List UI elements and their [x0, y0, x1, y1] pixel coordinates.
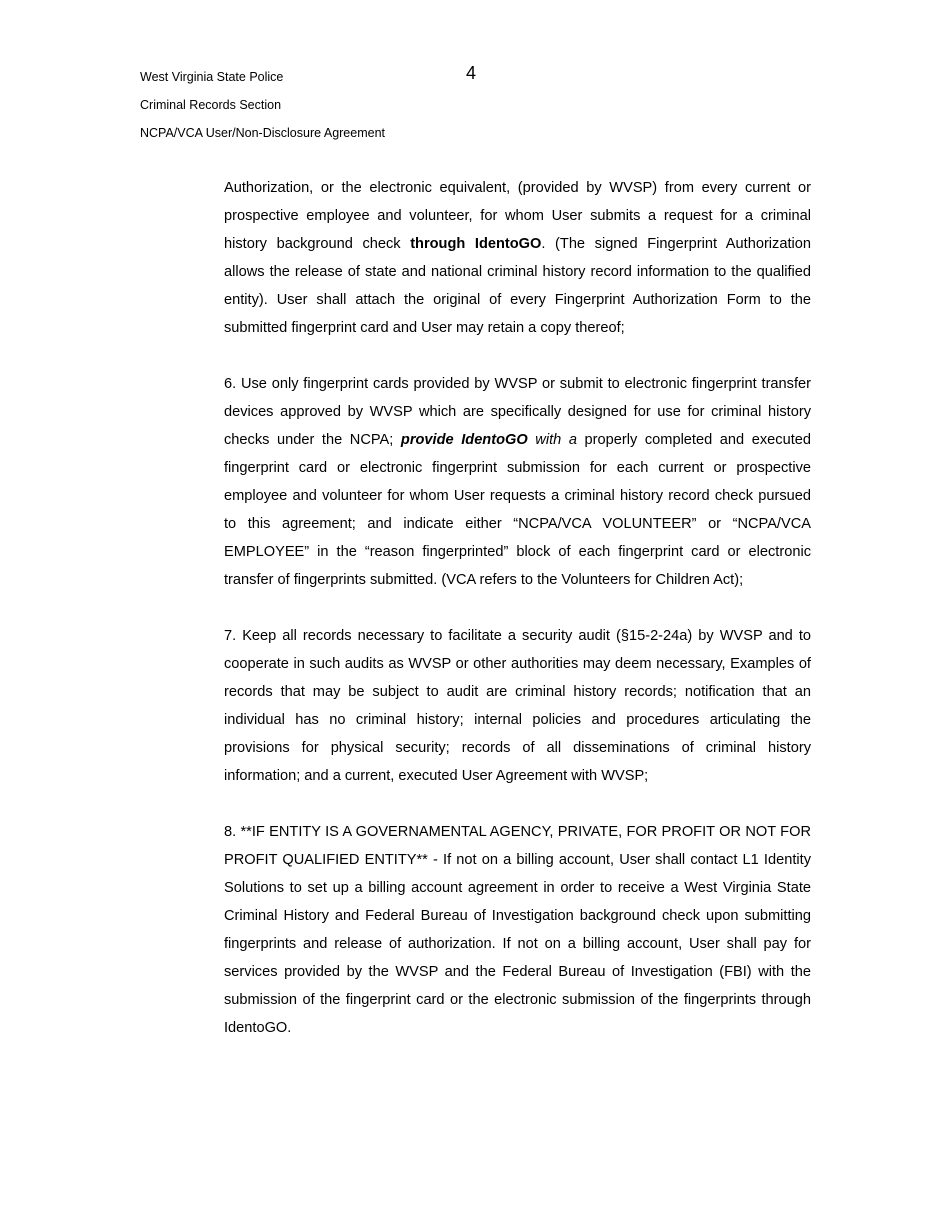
paragraph-authorization: [224, 174, 811, 342]
document-header: [140, 68, 460, 152]
italic-text: with a: [527, 432, 577, 448]
paragraph-item-7: 7. Keep all records necessary to facilitate a security audit (§15-2-24a) by WVSP and to cooperate in such audits as WVSP or other authorities may deem necessary, Examples of records that may be subject to audit are criminal history records; notification that an individual has no criminal history; internal policies and procedures articulating the provisions for physical security; records of all disseminations of criminal history information; and a current, executed User Agreement with WVSP;: [224, 628, 811, 784]
bold-italic-text: provide IdentoGO: [400, 432, 528, 448]
header-agency: West Virginia State Police: [140, 70, 284, 84]
paragraph-item-8: 8. **IF ENTITY IS A GOVERNAMENTAL AGENCY, PRIVATE, FOR PROFIT OR NOT FOR PROFIT QUALIFIED ENTITY** - If not on a billing account, User shall contact L1 Identity Solutions to set up a billing account agreement in order to receive a West Virginia State Criminal History and Federal Bureau of Investigation background check upon submitting fingerprints and release of authorization. If not on a billing account, User shall pay for services provided by the WVSP and the Federal Bureau of Investigation (FBI) with the submission of the fingerprint card or the electronic submission of the fingerprints through IdentoGO.: [224, 824, 811, 1036]
paragraph-text: . (The signed Fingerprint Authorization allows the release of state and national criminal history record information to the qualified entity). User shall attach the original of every Fingerprint Authorization Form to the submitted fingerprint card and User may retain a copy thereof;: [224, 236, 811, 336]
paragraph-text: 6. Use only fingerprint cards provided by WVSP or submit to electronic fingerprint transfer devices approved by WVSP which are specifically designed for use for criminal history checks under the NCPA;: [224, 376, 811, 448]
page-number: 4: [466, 63, 477, 83]
paragraph-text: Authorization, or the electronic equivalent, (provided by WVSP) from every current or prospective employee and volunteer, for whom User submits a request for a criminal history background check: [224, 180, 811, 252]
paragraph-item-6: [224, 370, 811, 594]
header-section: Criminal Records Section: [140, 98, 282, 112]
header-agreement-title: NCPA/VCA User/Non-Disclosure Agreement: [140, 126, 385, 140]
paragraph-text: properly completed and executed fingerprint card or electronic fingerprint submission for each current or prospective employee and volunteer for whom User requests a criminal history record check pursued to this agreement; and indicate either “NCPA/VCA VOLUNTEER” or “NCPA/VCA EMPLOYEE” in the “reason fingerprinted” block of each fingerprint card or electronic transfer of fingerprints submitted. (VCA refers to the Volunteers for Children Act);: [224, 432, 811, 588]
bold-text: through IdentoGO: [410, 236, 542, 252]
document-body: [224, 174, 811, 1070]
